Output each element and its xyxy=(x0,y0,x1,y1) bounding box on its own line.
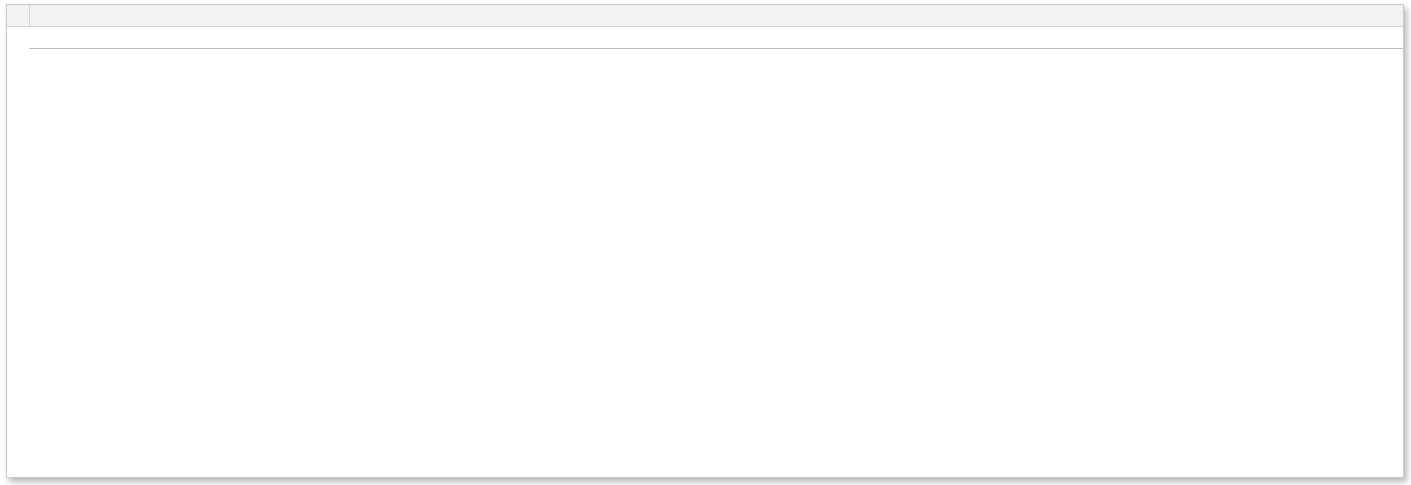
cell-grid xyxy=(7,27,1403,477)
spreadsheet-window xyxy=(6,4,1404,478)
column-header-bar xyxy=(7,5,1403,27)
frozen-header-row xyxy=(7,27,1403,48)
select-all-corner[interactable] xyxy=(7,5,30,26)
